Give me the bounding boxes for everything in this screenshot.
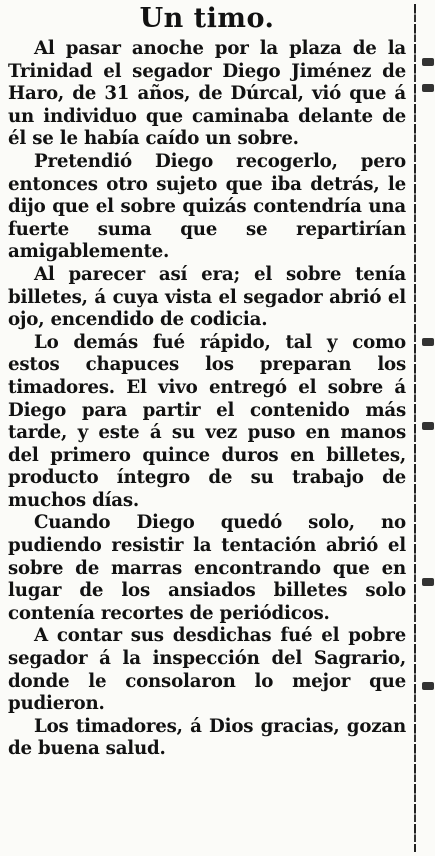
adjacent-text-fragment — [422, 84, 434, 92]
adjacent-column-edge — [411, 0, 435, 856]
column-rule — [414, 4, 416, 852]
adjacent-text-fragment — [422, 338, 434, 346]
adjacent-text-fragment — [422, 682, 434, 690]
adjacent-text-fragment — [422, 578, 434, 586]
article-headline: Un timo. — [139, 3, 275, 34]
article-paragraph: A contar sus desdichas fué el pobre segador á la inspección del Sagrario, donde le consolaron lo mejor que pudieron. — [8, 625, 406, 715]
article-paragraph: Cuando Diego quedó solo, no pudiendo resistir la tentación abrió el sobre de marras encontrando que en lugar de los ansiados billetes solo contenía recortes de periódicos. — [8, 512, 406, 624]
article-paragraph: Al parecer así era; el sobre tenía billetes, á cuya vista el segador abrió el ojo, encendido de codicia. — [8, 263, 406, 331]
adjacent-text-fragment — [422, 58, 434, 66]
article-paragraph: Al pasar anoche por la plaza de la Trinidad el segador Diego Jiménez de Haro, de 31 años, de Dúrcal, vió que á un individuo que caminaba delante de él se le había caído un sobre. — [8, 38, 406, 150]
article-paragraph: Los timadores, á Dios gracias, gozan de buena salud. — [8, 715, 406, 760]
article-column — [8, 2, 406, 761]
article-paragraph: Pretendió Diego recogerlo, pero entonces otro sujeto que iba detrás, le dijo que el sobre quizás contendría una fuerte suma que se repartirían amigablemente. — [8, 150, 406, 263]
adjacent-text-fragment — [422, 422, 434, 430]
article-paragraph: Lo demás fué rápido, tal y como estos chapuces los preparan los timadores. El vivo entregó el sobre á Diego para partir el contenido más tarde, y este á su vez puso en manos del primero quince duros en billetes, producto íntegro de su trabajo de muchos días. — [8, 331, 406, 511]
